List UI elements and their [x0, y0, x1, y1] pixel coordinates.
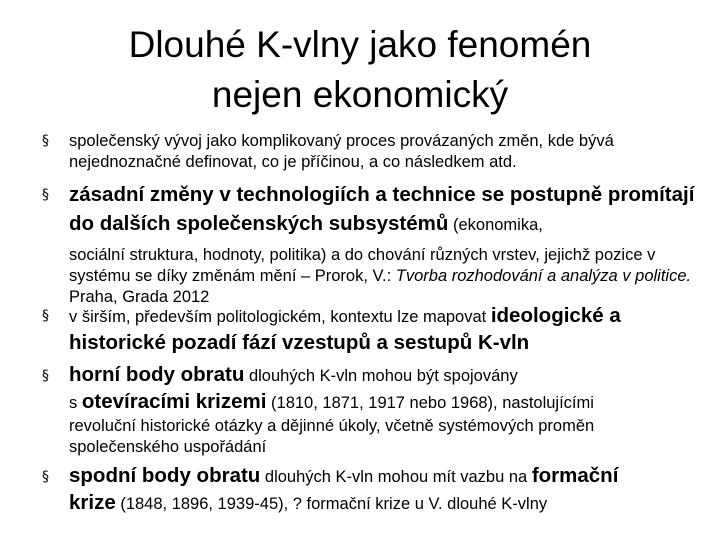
bullet-4-normal-1: dlouhých K-vln mohou být spojovány [244, 367, 518, 385]
bullet-item-5 [42, 463, 704, 517]
bullet-marker-icon: § [42, 133, 49, 149]
bullet-5-line-2 [69, 490, 704, 517]
bullet-3-line-1 [69, 303, 704, 330]
bullet-4-normal-2: s [69, 394, 82, 412]
bullet-3-bold-1: ideologické a [490, 304, 621, 327]
bullet-item-1 [42, 131, 704, 173]
bullet-2-publisher: Praha, Grada 2012 [69, 288, 210, 306]
bullet-5-bold-3: krize [69, 491, 116, 514]
bullet-5-normal-1: dlouhých K-vln mohou mít vazbu na [260, 468, 532, 486]
bullet-marker-icon: § [42, 308, 49, 324]
bullet-marker-icon: § [42, 187, 49, 203]
bullet-marker-icon: § [42, 469, 49, 485]
title-line-2: nejen ekonomický [211, 74, 509, 115]
bullet-2-bold: zásadní změny v technologiích a technice se postupně promítají do dalších společenských subsystémů [69, 183, 695, 235]
bullet-5-bold-2: formační [531, 464, 619, 487]
bullet-2-rest-plain: sociální struktura, hodnoty, politika) a do chování různých vrstev, jejichž pozice v systému se díky změnám mění – Prorok, V.: [69, 246, 656, 285]
bullet-4-line-1 [69, 362, 704, 389]
bullet-item-3 [42, 303, 704, 357]
bullet-item-4 [42, 362, 704, 458]
bullet-4-normal-3: (1810, 1871, 1917 nebo 1968), nastolujícími [266, 394, 594, 412]
bullet-2-lead [69, 181, 704, 239]
bullet-3-line-2 [69, 330, 704, 357]
bullet-5-normal-2: (1848, 1896, 1939-45), ? formační krize u V. dlouhé K-vlny [115, 495, 548, 513]
bullet-marker-icon: § [42, 368, 49, 384]
bullet-3-bold-2: historické pozadí fází vzestupů a sestupů K-vln [69, 331, 530, 354]
title-line-1: Dlouhé K-vlny jako fenomén [128, 24, 592, 65]
bullet-item-2 [42, 181, 704, 308]
bullet-4-bold-2: otevíracími krizemi [81, 390, 267, 413]
bullet-4-bold-1: horní body obratu [69, 363, 245, 386]
bullet-2-book-title: Tvorba rozhodování a analýza v politice. [395, 267, 692, 285]
bullet-3-normal: v širším, především politologickém, kontextu lze mapovat [69, 308, 491, 326]
bullet-2-inline: (ekonomika, [448, 216, 543, 234]
bullet-4-line-2 [69, 389, 704, 416]
bullet-5-line-1 [69, 463, 704, 490]
bullet-5-bold-1: spodní body obratu [69, 464, 261, 487]
slide-title [60, 20, 660, 120]
bullet-1-text: společenský vývoj jako komplikovaný proces provázaných změn, kde bývá nejednoznačné definovat, co je příčinou, a co následkem atd. [69, 132, 614, 171]
bullet-4-rest: revoluční historické otázky a dějinné úkoly, včetně systémových proměn společenského uspořádání [69, 417, 595, 456]
bullet-2-rest [69, 245, 704, 308]
